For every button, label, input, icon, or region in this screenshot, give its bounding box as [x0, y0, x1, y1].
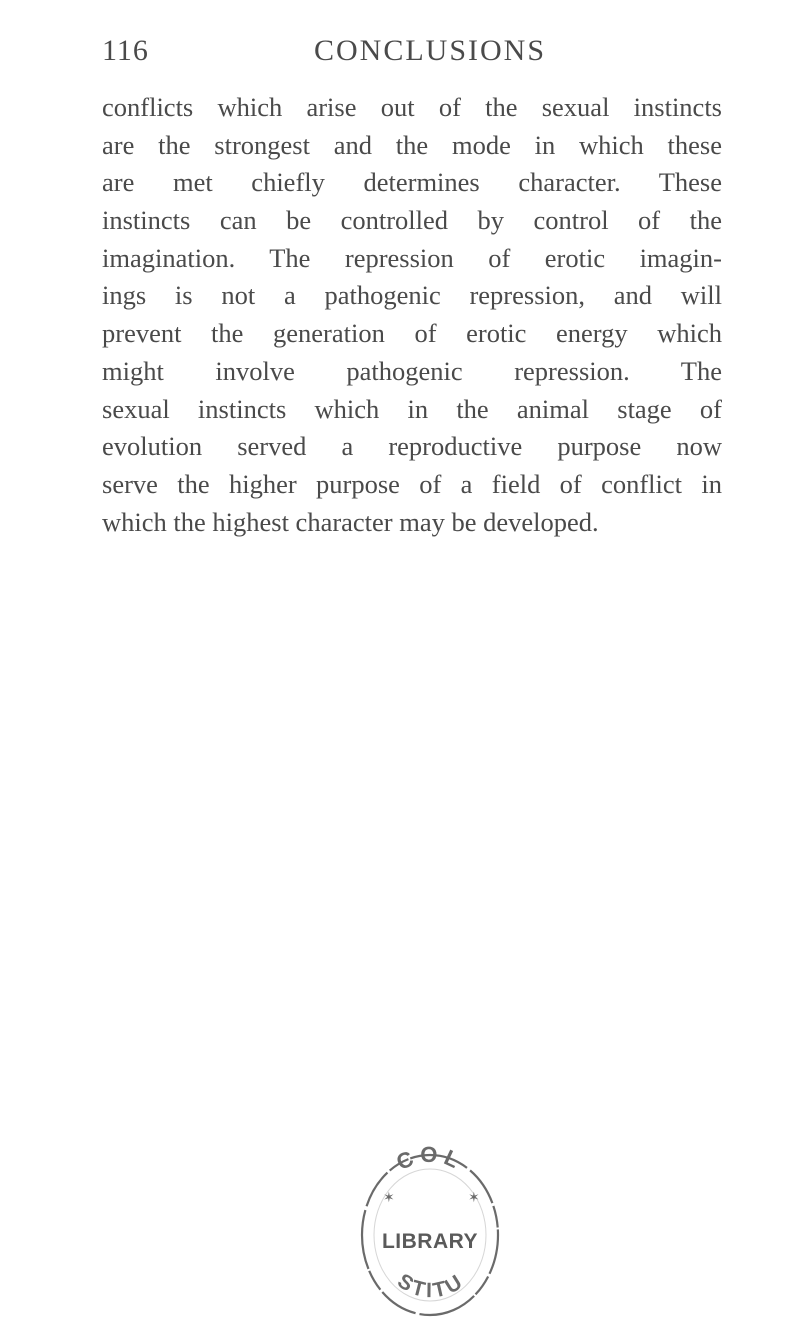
text-line: are met chiefly determines character. These: [102, 167, 722, 198]
running-head: [102, 34, 710, 74]
text-line: imagination. The repression of erotic imagin-: [102, 242, 722, 273]
stamp-bottom-text: STITU: [393, 1269, 469, 1303]
library-stamp: [355, 1140, 505, 1320]
text-line: prevent the generation of erotic energy which: [102, 318, 722, 349]
stamp-center-text: LIBRARY: [381, 1230, 479, 1253]
star-icon: ✶: [383, 1191, 395, 1206]
page-number: 116: [102, 34, 149, 67]
body-paragraph: [102, 89, 722, 541]
text-line: serve the higher purpose of a field of conflict in: [102, 468, 722, 499]
text-line: which the highest character may be developed.: [102, 506, 599, 537]
text-line: are the strongest and the mode in which these: [102, 129, 722, 160]
stamp-top-text: COL: [392, 1141, 468, 1176]
chapter-title: CONCLUSIONS: [314, 34, 547, 67]
star-icon: ✶: [468, 1191, 480, 1206]
text-line: conflicts which arise out of the sexual instincts: [102, 92, 722, 122]
text-line: ings is not a pathogenic repression, and will: [102, 280, 722, 311]
text-line: might involve pathogenic repression. The: [102, 355, 722, 386]
text-line: sexual instincts which in the animal stage of: [102, 393, 722, 424]
text-line: evolution served a reproductive purpose now: [102, 431, 722, 462]
text-line: instincts can be controlled by control of the: [102, 205, 722, 236]
